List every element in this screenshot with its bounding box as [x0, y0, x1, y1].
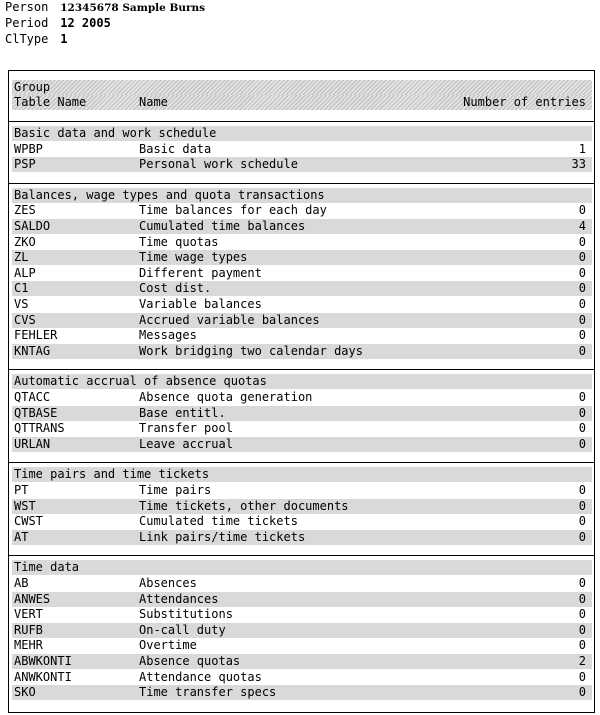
- name-cell: Leave accrual: [139, 436, 233, 451]
- table-row: [12, 250, 592, 265]
- entries-count-cell: 0: [578, 234, 586, 249]
- entries-count-cell: 0: [578, 390, 586, 404]
- entries-count-cell: 0: [578, 638, 586, 653]
- table-row: [12, 390, 592, 405]
- table-row: [12, 592, 592, 607]
- group-title: Automatic accrual of absence quotas: [14, 374, 267, 389]
- entries-column-header: Number of entries: [463, 95, 586, 109]
- group-separator: [9, 183, 594, 184]
- group-title-row: [12, 374, 592, 389]
- name-cell: Base entitl.: [139, 405, 226, 420]
- table-name-cell: URLAN: [14, 436, 51, 451]
- name-cell: Time pairs: [139, 483, 212, 497]
- group-title: Basic data and work schedule: [14, 126, 217, 140]
- table-row: [12, 638, 592, 653]
- entries-count-cell: 0: [578, 607, 586, 622]
- group-column-header: Group: [14, 80, 51, 94]
- table-name-cell: WST: [14, 498, 36, 513]
- table-row: [12, 266, 592, 281]
- table-row: [12, 607, 592, 622]
- name-cell: Time quotas: [139, 234, 219, 249]
- table-row: [12, 670, 592, 685]
- entries-count-cell: 0: [578, 421, 586, 436]
- name-cell: Attendance quotas: [139, 669, 262, 684]
- table-name-cell: ZL: [14, 250, 29, 265]
- table-name-cell: WPBP: [14, 141, 43, 156]
- entries-count-cell: 4: [578, 219, 586, 233]
- entries-count-cell: 0: [578, 250, 586, 265]
- table-row: [12, 219, 592, 234]
- column-header-row: [12, 95, 592, 110]
- group-title: Time data: [14, 560, 80, 575]
- table-row: [12, 203, 592, 218]
- table-name-cell: AB: [14, 576, 29, 590]
- entries-count-cell: 0: [578, 591, 586, 606]
- entries-count-cell: 0: [578, 343, 586, 358]
- table-name-cell: ZKO: [14, 234, 36, 249]
- name-cell: Attendances: [139, 591, 219, 606]
- table-name-cell: MEHR: [14, 638, 43, 653]
- name-cell: Cumulated time tickets: [139, 514, 298, 529]
- name-cell: On-call duty: [139, 622, 226, 637]
- period-label: Period: [5, 16, 49, 30]
- table-name-column-header: Table Name: [14, 95, 87, 109]
- table-row: [12, 313, 592, 328]
- time-evaluation-report: [8, 70, 595, 713]
- group-separator: [9, 555, 594, 556]
- table-row: [12, 328, 592, 343]
- table-row: [12, 406, 592, 421]
- table-row: [12, 576, 592, 591]
- period-line: [5, 16, 111, 31]
- name-cell: Cost dist.: [139, 281, 212, 296]
- entries-count-cell: 0: [578, 328, 586, 343]
- table-row: [12, 437, 592, 452]
- table-name-cell: ANWES: [14, 591, 51, 606]
- group-title: Balances, wage types and quota transactions: [14, 187, 325, 202]
- entries-count-cell: 0: [578, 669, 586, 684]
- table-name-cell: SALDO: [14, 219, 51, 233]
- entries-count-cell: 0: [578, 281, 586, 296]
- group-title: Time pairs and time tickets: [14, 467, 210, 482]
- entries-count-cell: 0: [578, 312, 586, 327]
- name-cell: Substitutions: [139, 607, 233, 622]
- name-cell: Different payment: [139, 265, 262, 280]
- table-name-cell: ZES: [14, 203, 36, 218]
- name-cell: Cumulated time balances: [139, 219, 306, 233]
- group-title-row: [12, 467, 592, 482]
- group-separator: [9, 369, 594, 370]
- table-name-cell: CWST: [14, 514, 43, 529]
- table-name-cell: CVS: [14, 312, 36, 327]
- entries-count-cell: 0: [578, 576, 586, 590]
- entries-count-cell: 0: [578, 685, 586, 700]
- table-row: [12, 623, 592, 638]
- entries-count-cell: 0: [578, 436, 586, 451]
- entries-count-cell: 0: [578, 529, 586, 544]
- table-row: [12, 499, 592, 514]
- name-cell: Time wage types: [139, 250, 248, 265]
- table-name-cell: ANWKONTI: [14, 669, 72, 684]
- table-name-cell: QTBASE: [14, 405, 58, 420]
- table-row: [12, 297, 592, 312]
- table-name-cell: ALP: [14, 265, 36, 280]
- name-cell: Link pairs/time tickets: [139, 529, 306, 544]
- table-row: [12, 530, 592, 545]
- table-name-cell: ABWKONTI: [14, 654, 72, 668]
- name-cell: Variable balances: [139, 297, 262, 311]
- table-name-cell: QTTRANS: [14, 421, 65, 436]
- person-line: [5, 0, 205, 15]
- entries-count-cell: 0: [578, 514, 586, 529]
- name-cell: Work bridging two calendar days: [139, 343, 363, 358]
- period-value: 12 2005: [60, 16, 111, 30]
- name-cell: Absence quota generation: [139, 390, 313, 404]
- entries-count-cell: 0: [578, 498, 586, 513]
- table-row: [12, 281, 592, 296]
- table-name-cell: FEHLER: [14, 328, 58, 343]
- name-cell: Time transfer specs: [139, 685, 277, 700]
- entries-count-cell: 1: [578, 141, 586, 156]
- entries-count-cell: 0: [578, 297, 586, 311]
- table-name-cell: RUFB: [14, 622, 43, 637]
- name-column-header: Name: [139, 95, 168, 109]
- entries-count-cell: 0: [578, 622, 586, 637]
- name-cell: Transfer pool: [139, 421, 233, 436]
- name-cell: Absences: [139, 576, 197, 590]
- cltype-line: [5, 32, 67, 47]
- table-row: [12, 344, 592, 359]
- table-name-cell: PSP: [14, 157, 36, 172]
- table-row: [12, 421, 592, 436]
- table-row: [12, 235, 592, 250]
- name-cell: Absence quotas: [139, 654, 241, 668]
- entries-count-cell: 0: [578, 405, 586, 420]
- cltype-label: ClType: [5, 32, 49, 46]
- table-name-cell: QTACC: [14, 390, 51, 404]
- person-label: Person: [5, 0, 49, 14]
- group-title-row: [12, 126, 592, 141]
- table-name-cell: AT: [14, 529, 29, 544]
- name-cell: Time balances for each day: [139, 203, 327, 218]
- table-name-cell: VERT: [14, 607, 43, 622]
- table-row: [12, 685, 592, 700]
- name-cell: Accrued variable balances: [139, 312, 320, 327]
- entries-count-cell: 2: [578, 654, 586, 668]
- table-name-cell: C1: [14, 281, 29, 296]
- table-name-cell: PT: [14, 483, 29, 497]
- table-row: [12, 157, 592, 172]
- group-title-row: [12, 560, 592, 575]
- table-row: [12, 654, 592, 669]
- entries-count-cell: 0: [578, 265, 586, 280]
- person-value: 12345678 Sample Burns: [60, 2, 206, 14]
- group-separator: [9, 462, 594, 463]
- table-row: [12, 514, 592, 529]
- group-title-row: [12, 188, 592, 203]
- name-cell: Messages: [139, 328, 197, 343]
- table-row: [12, 142, 592, 157]
- name-cell: Basic data: [139, 141, 212, 156]
- table-name-cell: KNTAG: [14, 343, 51, 358]
- name-cell: Overtime: [139, 638, 197, 653]
- entries-count-cell: 0: [578, 203, 586, 218]
- name-cell: Time tickets, other documents: [139, 498, 349, 513]
- table-name-cell: VS: [14, 297, 29, 311]
- entries-count-cell: 33: [571, 157, 586, 172]
- table-name-cell: SKO: [14, 685, 36, 700]
- group-separator: [9, 121, 594, 122]
- group-header-row: [12, 80, 592, 95]
- cltype-value: 1: [60, 32, 68, 46]
- table-row: [12, 483, 592, 498]
- entries-count-cell: 0: [578, 483, 586, 497]
- name-cell: Personal work schedule: [139, 157, 298, 172]
